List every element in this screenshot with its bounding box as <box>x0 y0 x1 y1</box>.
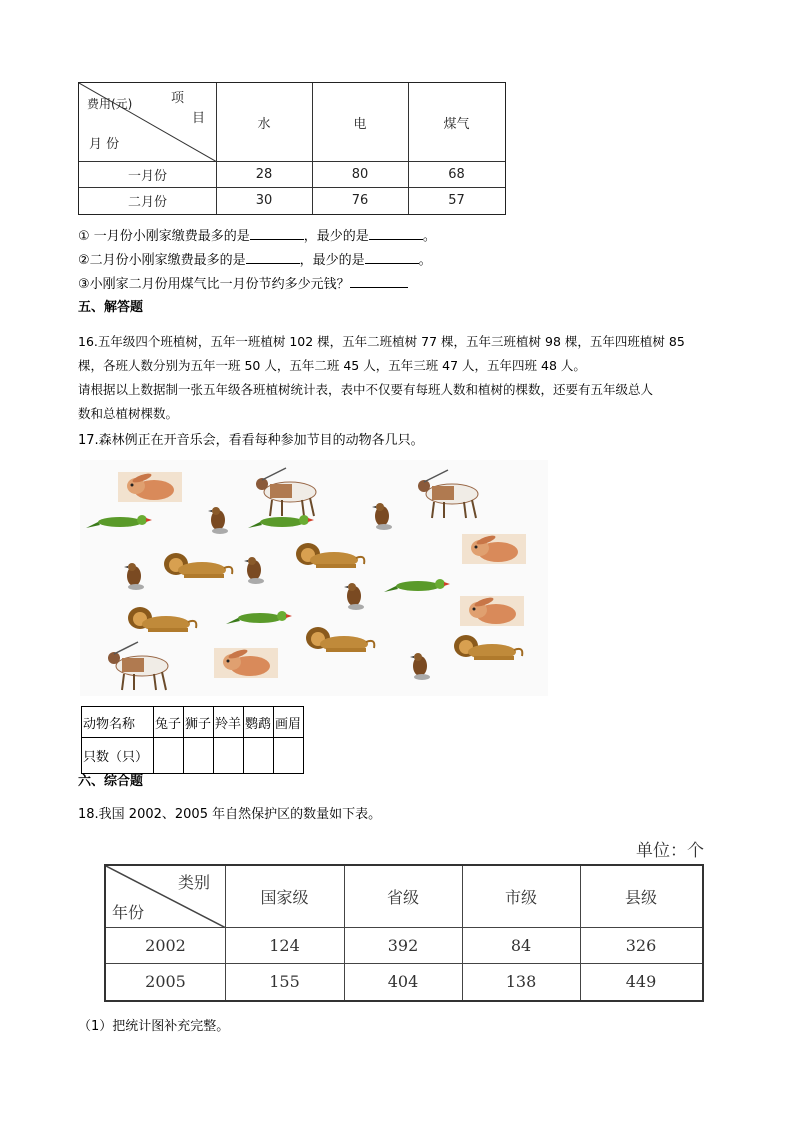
antelope <box>108 642 168 690</box>
cell-2002-city: 84 <box>510 935 532 955</box>
rabbit <box>214 648 278 678</box>
cell-2005-national: 155 <box>269 972 300 991</box>
table-header-cell: 画眉 <box>274 707 304 738</box>
col-header-national: 国家级 <box>260 888 309 907</box>
rabbit <box>462 534 526 564</box>
answer-cell[interactable] <box>184 738 214 774</box>
col-header-city: 市级 <box>504 888 537 907</box>
answer-blank[interactable] <box>250 227 304 240</box>
animal-scene-image <box>80 460 548 696</box>
cell-2002-provincial: 392 <box>387 935 419 955</box>
answer-blank[interactable] <box>350 275 408 288</box>
answer-blank[interactable] <box>369 227 423 240</box>
col-header-gas: 煤气 <box>443 116 470 132</box>
row-label: 只数（只） <box>82 738 154 774</box>
cell-feb-electric: 76 <box>351 192 369 208</box>
table-header-cell: 羚羊 <box>214 707 244 738</box>
cell-jan-gas: 68 <box>448 166 465 182</box>
table-header-cell: 兔子 <box>154 707 184 738</box>
lion <box>296 543 364 568</box>
table-row <box>82 738 304 774</box>
row-label-2002: 2002 <box>145 935 186 955</box>
parrot <box>226 611 292 624</box>
col-header-electric: 电 <box>353 116 367 132</box>
nature-reserve-table <box>104 864 704 1002</box>
parrot <box>248 515 314 528</box>
unit-label: 单位：个 <box>636 841 704 861</box>
cell-2002-county: 326 <box>625 935 657 955</box>
question-1: ① 一月份小刚家缴费最多的是 ，最少的是 。 <box>78 229 436 244</box>
antelope <box>418 470 478 518</box>
q17-text: 17.森林例正在开音乐会，看看每种参加节目的动物各几只。 <box>78 433 424 448</box>
section-heading-5: 五、解答题 <box>78 300 144 315</box>
rabbit <box>460 596 524 626</box>
corner-label-month: 月 份 <box>89 137 120 152</box>
answer-blank[interactable] <box>365 251 419 264</box>
q16-line4: 数和总植树棵数。 <box>78 406 179 421</box>
table-row <box>82 707 304 738</box>
corner-label-year: 年份 <box>112 903 145 922</box>
answer-blank[interactable] <box>246 251 300 264</box>
row-label-feb: 二月份 <box>127 194 167 210</box>
table-header-cell: 鹦鹉 <box>244 707 274 738</box>
utility-fee-table <box>78 82 506 215</box>
cell-2005-county: 449 <box>625 972 657 991</box>
answer-cell[interactable] <box>154 738 184 774</box>
lion <box>128 607 196 632</box>
q16-line2: 棵，各班人数分别为五年一班 50 人，五年二班 45 人，五年三班 47 人，五年四班 48 人。 <box>78 358 586 373</box>
thrush-bird <box>344 583 364 610</box>
q18-sub1: （1）把统计图补充完整。 <box>78 1019 230 1034</box>
thrush-bird <box>244 557 264 584</box>
section-heading-6: 六、综合题 <box>78 774 144 789</box>
lion <box>454 635 522 660</box>
animal-scene-illustration <box>80 460 548 696</box>
corner-label-item2: 目 <box>192 111 206 126</box>
cell-2005-city: 138 <box>505 972 537 991</box>
table-header-cell: 狮子 <box>184 707 214 738</box>
rabbit <box>118 472 182 502</box>
parrot <box>384 579 450 592</box>
q16-line3: 请根据以上数据制一张五年级各班植树统计表，表中不仅要有每班人数和植树的棵数，还要有五年级总人 <box>78 382 654 397</box>
parrot <box>86 515 152 528</box>
question-3: ③小刚家二月份用煤气比一月份节约多少元钱？ <box>78 275 408 294</box>
col-header-provincial: 省级 <box>386 888 419 907</box>
antelope <box>256 468 316 516</box>
answer-cell[interactable] <box>214 738 244 774</box>
table-header-cell: 动物名称 <box>82 707 154 738</box>
q18-text: 18.我国 2002、2005 年自然保护区的数量如下表。 <box>78 807 382 822</box>
question-2: ②二月份小刚家缴费最多的是 ，最少的是 。 <box>78 253 432 268</box>
animal-count-table <box>81 706 304 774</box>
lion <box>306 627 374 652</box>
q16-line1: 16.五年级四个班植树，五年一班植树 102 棵，五年二班植树 77 棵，五年三班植树 98 棵，五年四班植树 85 <box>78 334 685 349</box>
cell-2002-national: 124 <box>269 935 300 955</box>
row-label-jan: 一月份 <box>127 168 167 184</box>
col-header-water: 水 <box>257 116 271 132</box>
cell-jan-water: 28 <box>255 166 273 182</box>
lion <box>164 553 232 578</box>
answer-cell[interactable] <box>274 738 304 774</box>
answer-cell[interactable] <box>244 738 274 774</box>
cell-feb-gas: 57 <box>448 192 465 208</box>
row-label-2005: 2005 <box>145 972 186 991</box>
corner-label-fee: 费用(元) <box>87 97 133 111</box>
thrush-bird <box>410 653 430 680</box>
thrush-bird <box>208 507 228 534</box>
corner-label-category: 类别 <box>178 873 211 892</box>
col-header-county: 县级 <box>624 888 657 907</box>
corner-label-item: 项 <box>171 91 185 106</box>
thrush-bird <box>372 503 392 530</box>
thrush-bird <box>124 563 144 590</box>
cell-feb-water: 30 <box>255 192 273 208</box>
cell-jan-electric: 80 <box>351 166 369 182</box>
cell-2005-provincial: 404 <box>387 972 419 991</box>
